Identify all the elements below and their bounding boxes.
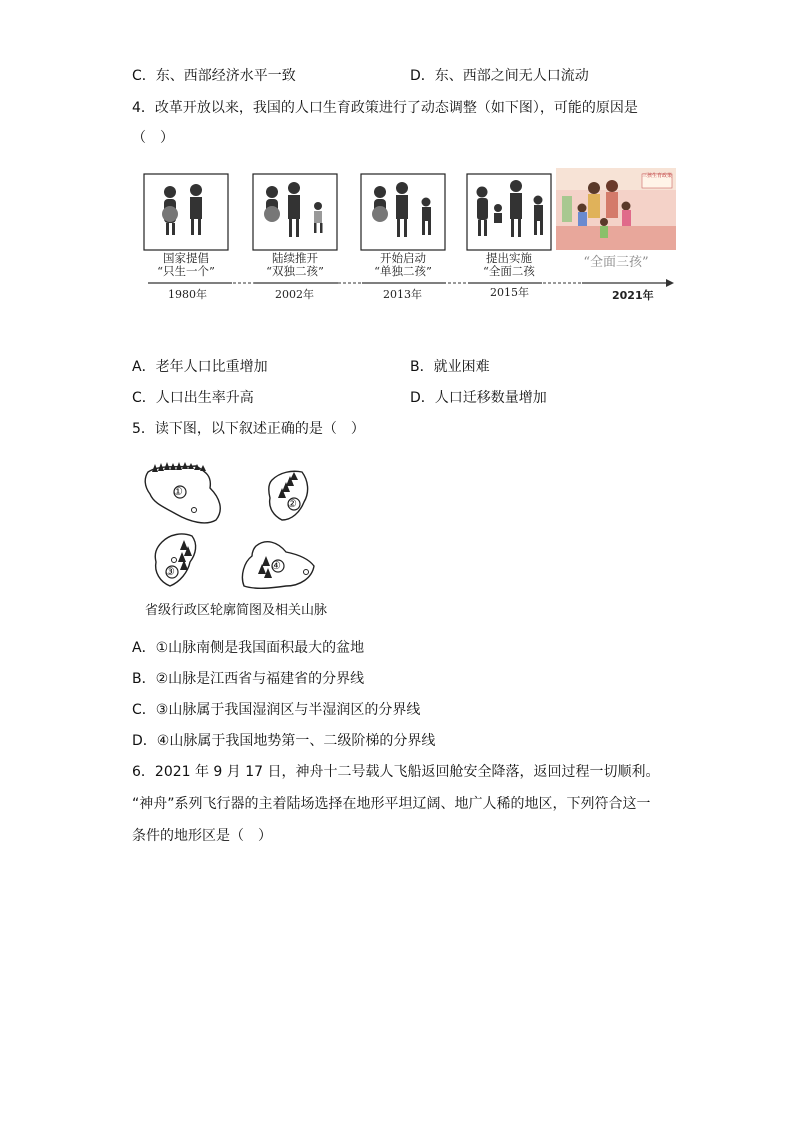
q3-option-d[interactable]: D．东、西部之间无人口流动 (410, 68, 589, 84)
marker-4: ④ (271, 559, 281, 572)
q4-answer-paren: （ ） (132, 130, 174, 146)
year-2002: 2002年 (275, 288, 314, 301)
q3-option-c[interactable]: C．东、西部经济水平一致 (132, 68, 296, 84)
marker-1: ① (173, 485, 183, 498)
q4-option-d[interactable]: D．人口迁移数量增加 (410, 390, 547, 406)
q5-option-d[interactable]: D．④山脉属于我国地势第一、二级阶梯的分界线 (132, 733, 436, 749)
q5-option-b[interactable]: B．②山脉是江西省与福建省的分界线 (132, 671, 365, 687)
q5-option-a[interactable]: A．①山脉南侧是我国面积最大的盆地 (132, 640, 365, 656)
q4-option-c[interactable]: C．人口出生率升高 (132, 390, 254, 406)
q4-stem: 4．改革开放以来，我国的人口生育政策进行了动态调整（如下图），可能的原因是 (132, 100, 638, 116)
policy-timeline-figure (142, 166, 678, 306)
poster-title: 三孩生育政策 (642, 173, 673, 179)
q5-option-c[interactable]: C．③山脉属于我国湿润区与半湿润区的分界线 (132, 702, 421, 718)
q5-stem: 5．读下图，以下叙述正确的是（ ） (132, 421, 365, 437)
year-2013: 2013年 (383, 288, 422, 301)
panel-1-label: 国家提倡 “只生一个” (157, 251, 215, 278)
q6-line-2: “神舟”系列飞行器的主着陆场选择在地形平坦辽阔、地广人稀的地区，下列符合这一 (132, 796, 651, 812)
panel-4-label: 提出实施 “全面二孩 (483, 251, 535, 278)
q6-line-1: 6．2021 年 9 月 17 日，神舟十二号载人飞船返回舱安全降落，返回过程一切顺利。 (132, 764, 660, 780)
year-2015: 2015年 (490, 286, 529, 299)
province-outline-figure (140, 458, 350, 626)
panel-5-label: “全面三孩” (583, 255, 649, 270)
q4-option-b[interactable]: B．就业困难 (410, 359, 490, 375)
q4-option-a[interactable]: A．老年人口比重增加 (132, 359, 268, 375)
year-1980: 1980年 (168, 288, 207, 301)
marker-2: ② (287, 497, 297, 510)
panel-2-label: 陆续推开 “双独二孩” (266, 251, 324, 278)
figure-caption: 省级行政区轮廓简图及相关山脉 (145, 603, 328, 618)
panel-3-label: 开始启动 “单独二孩” (374, 251, 432, 278)
timeline-illustration (142, 166, 678, 306)
year-2021: 2021年 (612, 289, 654, 302)
q6-line-3: 条件的地形区是（ ） (132, 828, 272, 844)
marker-3: ③ (165, 565, 175, 578)
